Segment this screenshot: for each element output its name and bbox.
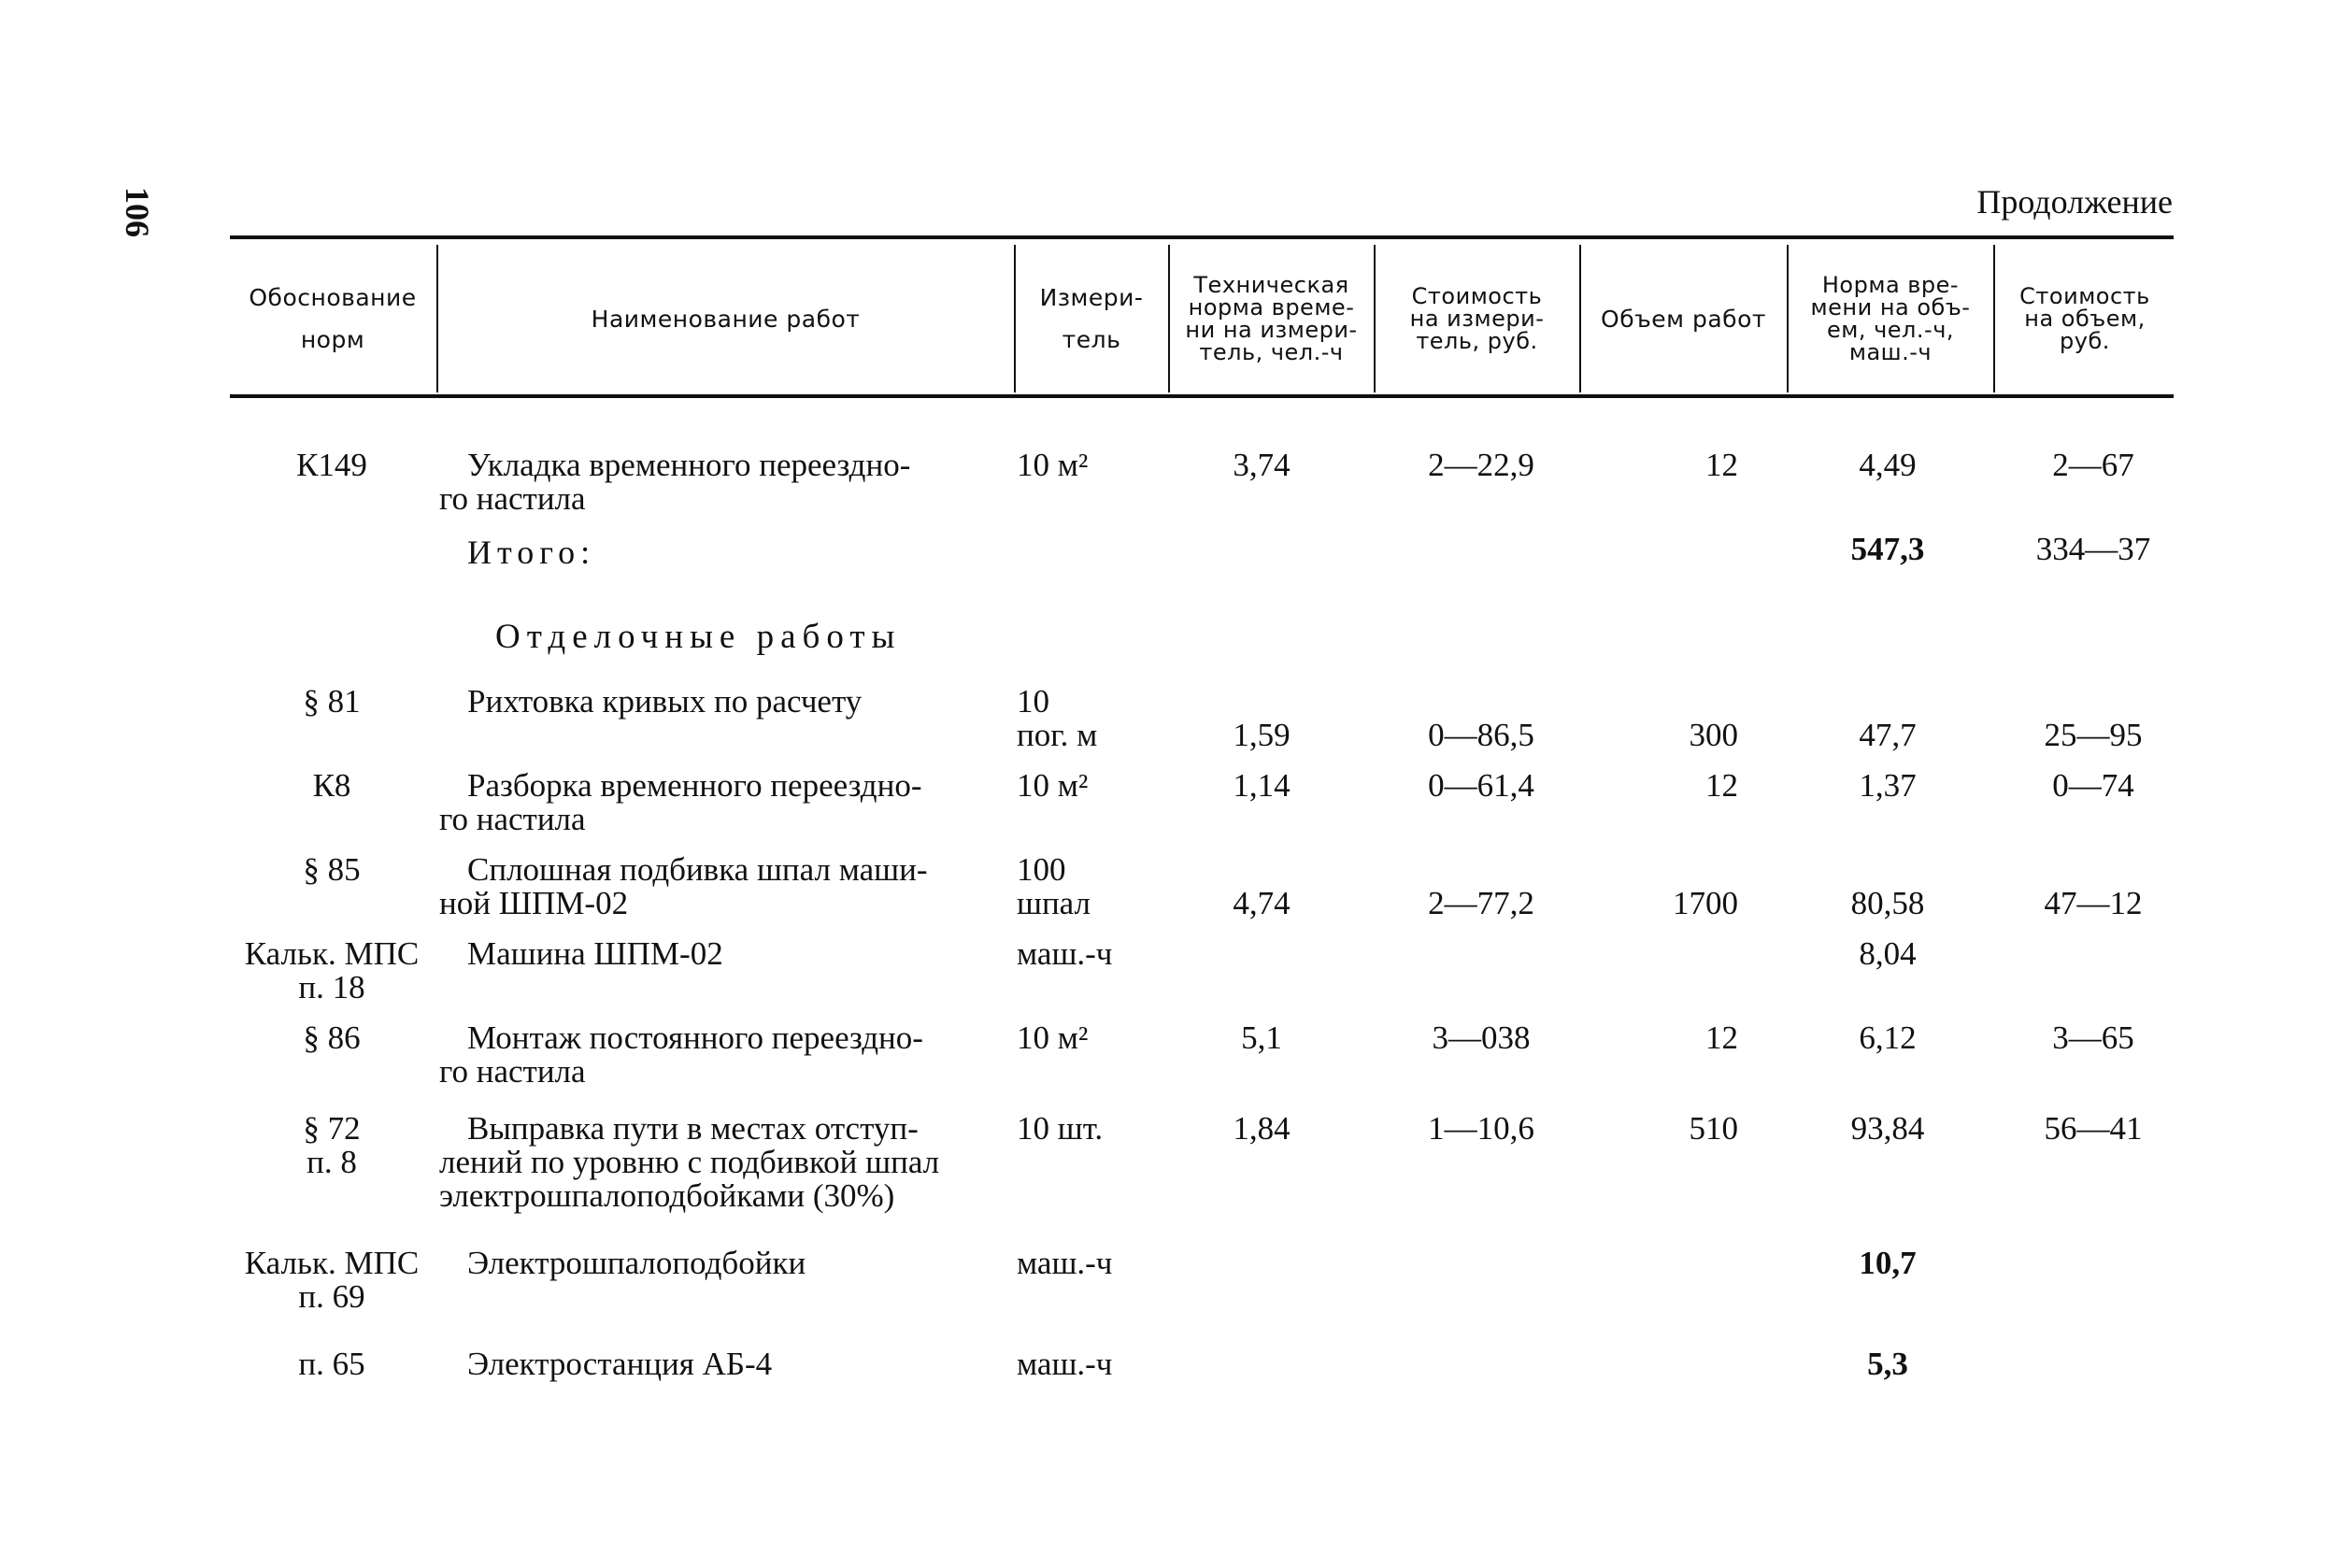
row-code: § 72 п. 8 xyxy=(303,1110,361,1180)
row-time-norm: 5,3 xyxy=(1867,1346,1908,1382)
header-time-norm: Норма вре- мени на объ- ем, чел.-ч, маш.-ч xyxy=(1810,272,1971,365)
row-time-norm: 10,7 xyxy=(1859,1245,1917,1281)
row-volume: 12 xyxy=(1705,447,1738,483)
row-volume: 1700 xyxy=(1673,885,1738,921)
row-code: Кальк. МПС п. 69 xyxy=(244,1245,420,1315)
row-tech-norm: 3,74 xyxy=(1233,447,1291,483)
header-basis: Обоснование норм xyxy=(249,284,417,353)
row-code: Кальк. МПС п. 18 xyxy=(244,935,420,1005)
row-unit-cost: 0—61,4 xyxy=(1428,767,1534,804)
row-tech-norm: 4,74 xyxy=(1233,885,1291,921)
row-name: Электростанция АБ-4 xyxy=(467,1346,773,1382)
row-volume: 300 xyxy=(1689,717,1738,753)
row-tech-norm: 1,84 xyxy=(1233,1110,1291,1147)
row-unit: маш.-ч xyxy=(1017,1245,1113,1281)
row-cost-total: 0—74 xyxy=(2052,767,2134,804)
row-tech-norm: 1,14 xyxy=(1233,767,1291,804)
row-volume: 12 xyxy=(1705,1019,1738,1056)
row-time-norm: 47,7 xyxy=(1859,717,1917,753)
row-code: п. 65 xyxy=(298,1346,365,1382)
row-code: К149 xyxy=(296,447,367,483)
header-tech-norm: Техническая норма време- ни на измери- тель, чел.-ч xyxy=(1185,272,1358,365)
row-unit-cost: 0—86,5 xyxy=(1428,717,1534,753)
row-code: § 86 xyxy=(303,1019,361,1056)
section-title: Отделочные работы xyxy=(495,618,902,656)
header-cost-total: Стоимость на объем, руб. xyxy=(2019,283,2150,354)
continuation-label: Продолжение xyxy=(1976,183,2173,221)
row-unit: 100 шпал xyxy=(1017,851,1091,921)
row-unit-cost: 2—22,9 xyxy=(1428,447,1534,483)
row-name: Монтаж постоянного переездно- го настила xyxy=(439,1019,923,1090)
header-volume: Объем работ xyxy=(1601,305,1766,333)
row-time-norm: 4,49 xyxy=(1859,447,1917,483)
row-cost-total: 3—65 xyxy=(2052,1019,2134,1056)
row-tech-norm: 1,59 xyxy=(1233,717,1291,753)
row-unit: маш.-ч xyxy=(1017,1346,1113,1382)
total-time-norm: 547,3 xyxy=(1850,531,1925,567)
header-work-name: Наименование работ xyxy=(591,305,861,333)
row-time-norm: 8,04 xyxy=(1859,935,1917,972)
row-name: Электрошпалоподбойки xyxy=(467,1245,806,1281)
row-name: Выправка пути в местах отступ- лений по уровню с подбивкой шпал электрошпалоподбойками (30%) xyxy=(439,1110,940,1214)
row-unit: 10 м² xyxy=(1017,1019,1089,1056)
header-unit-cost: Стоимость на измери- тель, руб. xyxy=(1409,283,1545,354)
row-unit: 10 шт. xyxy=(1017,1110,1104,1147)
header-unit: Измери- тель xyxy=(1039,284,1144,353)
row-unit-cost: 1—10,6 xyxy=(1428,1110,1534,1147)
total-cost: 334—37 xyxy=(2035,531,2151,567)
row-cost-total: 56—41 xyxy=(2044,1110,2143,1147)
row-unit: 10 пог. м xyxy=(1017,683,1098,753)
row-code: § 81 xyxy=(303,683,361,720)
row-cost-total: 25—95 xyxy=(2044,717,2143,753)
row-time-norm: 80,58 xyxy=(1850,885,1925,921)
row-volume: 510 xyxy=(1689,1110,1738,1147)
row-cost-total: 2—67 xyxy=(2052,447,2134,483)
row-name: Укладка временного переездно- го настила xyxy=(439,447,911,517)
row-unit: 10 м² xyxy=(1017,447,1089,483)
row-name: Машина ШПМ-02 xyxy=(467,935,723,972)
table-header-rule xyxy=(230,394,2174,398)
row-unit: маш.-ч xyxy=(1017,935,1113,972)
row-volume: 12 xyxy=(1705,767,1738,804)
row-cost-total: 47—12 xyxy=(2044,885,2143,921)
row-code: К8 xyxy=(312,767,351,804)
row-time-norm: 6,12 xyxy=(1859,1019,1917,1056)
row-code: § 85 xyxy=(303,851,361,888)
row-unit-cost: 2—77,2 xyxy=(1428,885,1534,921)
row-name: Разборка временного переездно- го настила xyxy=(439,767,922,837)
row-name: Рихтовка кривых по расчету xyxy=(467,683,863,720)
row-unit: 10 м² xyxy=(1017,767,1089,804)
row-tech-norm: 5,1 xyxy=(1241,1019,1282,1056)
row-time-norm: 1,37 xyxy=(1859,767,1917,804)
total-label: Итого: xyxy=(467,534,596,571)
table-top-rule xyxy=(230,235,2174,239)
row-name: Сплошная подбивка шпал маши- ной ШПМ-02 xyxy=(439,851,928,921)
row-time-norm: 93,84 xyxy=(1850,1110,1925,1147)
page-number: 106 xyxy=(119,187,156,237)
row-unit-cost: 3—038 xyxy=(1432,1019,1531,1056)
